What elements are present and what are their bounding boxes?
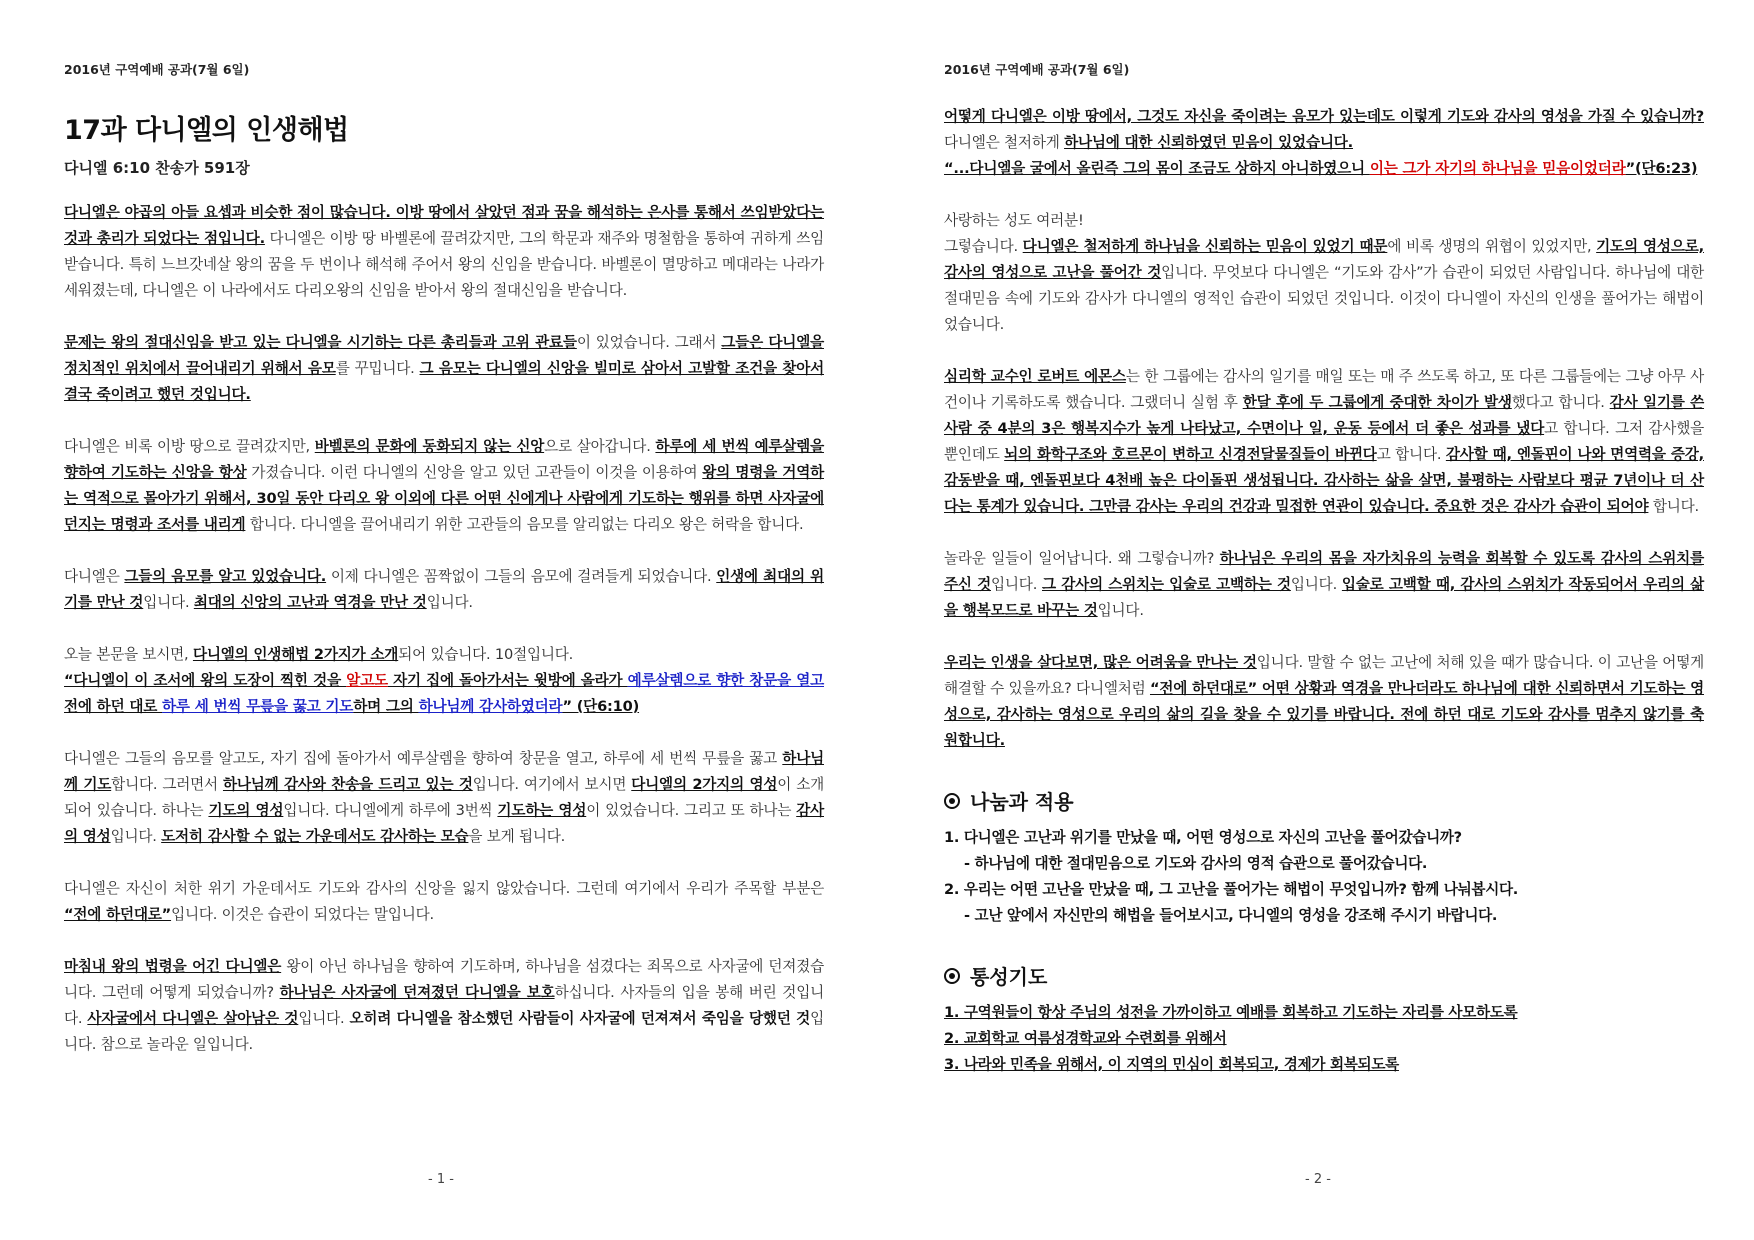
scripture-reference: ” (단6:10) [562,698,640,715]
emphasis: 하루에 세 번씩 예루살렘을 향하여 기도하는 신앙을 항상 [64,438,824,481]
emphasis: 왕의 명령을 거역하는 역적으로 몰아가기 위해서, 30일 동안 다리오 왕 이외에 다른 어떤 신에게나 사람에게 기도하는 행위를 하면 사자굴에 던지는 명령과 조서를 내리게 [64,464,824,533]
lesson-subtitle: 다니엘 6:10 찬송가 591장 [64,159,250,177]
emphasis: 하나님은 우리의 몸을 자가치유의 능력을 회복할 수 있도록 감사의 스위치를 주신 것 [944,550,1704,593]
text: 놀라운 일들이 일어납니다. 왜 그렇습니까? [944,550,1220,567]
emphasis: 입술로 고백할 때, 감사의 스위치가 작동되어서 우리의 삶을 행복모드로 바꾸는 것 [944,576,1704,619]
text: 를 꾸밉니다. [335,360,420,377]
page-header: 2016년 구역예배 공과(7월 6일) [944,62,1130,77]
emphasis: 감사의 영성 [64,802,824,845]
text: 고 합니다. 그저 감사했을 뿐인데도 [944,420,1704,463]
emphasis: 도저히 감사할 수 없는 가운데서도 감사하는 모습 [161,828,469,845]
text: 입니다. [1097,602,1144,619]
emphasis: 하나님께 기도 [64,750,824,793]
emphasis: 그들은 다니엘을 정치적인 위치에서 끌어내리기 위해서 음모 [64,334,824,377]
emphasis: 문제는 왕의 절대신임을 받고 있는 다니엘을 시기하는 다른 총리들과 고위 관료들 [64,334,577,351]
page-2 [877,0,1754,1240]
paragraph-4 [64,564,824,616]
paragraph-5 [944,650,1704,754]
circle-bullet-icon [944,793,960,809]
text: 입니다. [110,828,162,845]
emphasis: 인생에 최대의 위기를 만난 것 [64,568,825,611]
text: 다니엘은 그들의 음모를 알고도, 자기 집에 돌아가서 예루살렘을 향하여 창문을 열고, 하루에 세 번씩 무릎을 꿇고 [64,750,783,767]
text: 을 보게 됩니다. [468,828,566,845]
sharing-heading [944,786,1704,815]
emphasis: 심리학 교수인 로버트 에몬스 [944,368,1126,385]
page-number: - 2 - [1305,1172,1331,1187]
emphasis: 그들의 음모를 알고 있었습니다. [124,568,327,585]
prayer-item-3: 3. 나라와 민족을 위해서, 이 지역의 민심이 회복되고, 경제가 회복되도록 [944,1056,1399,1073]
paragraph-3 [944,364,1704,520]
scripture-quote: 하며 그의 [353,698,419,715]
scripture-reference: ”(단6:23) [1625,160,1698,177]
text: 이제 다니엘은 꼼짝없이 그들의 음모에 걸려들게 되었습니다. [326,568,717,585]
emphasis: 감사할 때, 엔돌핀이 나와 면역력을 증강, 감동받을 때, 엔돌핀보다 4천배 높은 다이돌핀 생성됩니다. 감사하는 삶을 살면, 불평하는 사람보다 평균 7년이나 더 산다는 통계가 있습니다. 그만큼 감사는 우리의 건강과 밀접한 연관이 있습니다. 중요한 것은 감사가 습관이 되어야 [944,446,1704,515]
emphasis: 다니엘의 2가지의 영성 [631,776,778,793]
emphasis: 바벨론의 문화에 동화되지 않는 신앙 [314,438,545,455]
page-2-content [944,104,1704,1078]
circle-bullet-icon [944,968,960,984]
emphasis: 기도하는 영성 [497,802,587,819]
paragraph-2 [944,208,1704,338]
paragraph-8 [64,954,824,1058]
sharing-heading-text: 나눔과 적용 [970,790,1074,814]
text: 이 소개되어 있습니다. 하나는 [64,776,824,819]
paragraph-2 [64,330,824,408]
text: 입니다. [991,576,1042,593]
prayer-heading-text: 통성기도 [970,965,1048,989]
scripture-quote: 전에 하던 대로 [64,698,163,715]
paragraph-5 [64,642,824,720]
scripture-highlight-blue: 예루살렘으로 향한 창문을 열고 [627,672,824,689]
text: 합니다. [1648,498,1699,515]
text: 는 한 그룹에는 감사의 일기를 매일 또는 매 주 쓰도록 하고, 또 다른 그룹들에는 그냥 아무 사건이나 기록하도록 했습니다. 그랬더니 실험 후 [944,368,1704,411]
emphasis: 사자굴에서 다니엘은 살아남은 것 [87,1010,299,1027]
text: 오늘 본문을 보시면, [64,646,193,663]
text: 입니다. 이것은 습관이 되었다는 말입니다. [171,906,434,923]
emphasis: 감사 일기를 쓴 사람 중 4분의 3은 행복지수가 높게 나타났고, 수면이나 일, 운동 등에서 더 좋은 성과를 냈다 [944,394,1705,437]
emphasis: 기도의 영성 [208,802,284,819]
text: 이 있었습니다. 그래서 [576,334,722,351]
text: 다니엘은 철저하게 [944,134,1065,151]
emphasis: 하나님은 사자굴에 던져졌던 다니엘을 보호 [279,984,555,1001]
answer-1: - 하나님에 대한 절대믿음으로 기도와 감사의 영적 습관으로 풀어갔습니다. [964,855,1428,872]
prayer-item-1: 1. 구역원들이 항상 주님의 성전을 가까이하고 예배를 회복하고 기도하는 자리를 사모하도록 [944,1004,1518,1021]
text: 입니다. 말할 수 없는 고난에 처해 있을 때가 많습니다. 이 고난을 어떻게 해결할 수 있을까요? 다니엘처럼 [944,654,1704,697]
emphasis: 우리는 인생을 살다보면, 많은 어려움을 만나는 것 [944,654,1257,671]
emphasis: 뇌의 화학구조와 호르몬이 변하고 신경전달물질들이 바뀐다 [1004,446,1377,463]
page-header: 2016년 구역예배 공과(7월 6일) [64,62,250,77]
text: 하십니다. 사자들의 입을 봉해 버린 것입니다. [64,984,824,1027]
paragraph-1 [64,200,824,304]
text: 그렇습니다. [944,238,1023,255]
text: 이 있었습니다. 그리고 또 하나는 [586,802,797,819]
emphasis: 다니엘의 인생해법 2가지가 소개 [192,646,399,663]
paragraph-3 [64,434,824,538]
page-1-content [64,108,824,1058]
prayer-item-2: 2. 교회학교 여름성경학교와 수련회를 위해서 [944,1030,1227,1047]
lesson-title: 17과 다니엘의 인생해법 [64,115,349,146]
scripture-highlight-blue: 하나님께 감사하였더라 [418,698,563,715]
page-number: - 1 - [428,1172,454,1187]
text: 입니다. 참으로 놀라운 일입니다. [64,1010,824,1053]
bold-text: 오히려 다니엘을 참소했던 사람들이 사자굴에 던져져서 죽임을 당했던 것 [349,1010,811,1027]
paragraph-4 [944,546,1704,624]
text: 입니다. [298,1010,350,1027]
paragraph-1 [944,104,1704,182]
emphasis: 그 음모는 다니엘의 신앙을 빌미로 삼아서 고발할 조건을 찾아서 결국 죽이려고 했던 것입니다. [64,360,824,403]
text: 입니다. 다니엘에게 하루에 3번씩 [283,802,498,819]
paragraph-6 [64,746,824,850]
scripture-highlight-blue: 하루 세 번씩 무릎을 꿇고 기도 [162,698,354,715]
paragraph-7 [64,876,824,928]
question-1: 1. 다니엘은 고난과 위기를 만났을 때, 어떤 영성으로 자신의 고난을 풀어갔습니까? [944,829,1462,846]
emphasis: 어떻게 다니엘은 이방 땅에서, 그것도 자신을 죽이려는 음모가 있는데도 이렇게 기도와 감사의 영성을 가질 수 있습니까? [944,108,1704,125]
text: 합니다. 그러면서 [111,776,223,793]
text: 입니다. 여기에서 보시면 [472,776,632,793]
scripture-quote: “...다니엘을 굴에서 올린즉 그의 몸이 조금도 상하지 아니하였으니 [944,160,1370,177]
text: 되어 있습니다. 10절입니다. [398,646,574,663]
emphasis: 최대의 신앙의 고난과 역경을 만난 것 [193,594,427,611]
text: 합니다. 다니엘을 끌어내리기 위한 고관들의 음모를 알리없는 다리오 왕은 허락을 합니다. [245,516,804,533]
text: 고 합니다. [1376,446,1446,463]
emphasis: 다니엘은 철저하게 하나님을 신뢰하는 믿음이 있었기 때문 [1022,238,1388,255]
answer-2: - 고난 앞에서 자신만의 해법을 들어보시고, 다니엘의 영성을 강조해 주시기 바랍니다. [964,907,1498,924]
text: 입니다. [143,594,194,611]
text: 했다고 합니다. [1511,394,1610,411]
emphasis: 기도의 영성으로, 감사의 영성으로 고난을 풀어간 것 [944,238,1704,281]
emphasis: 하나님께 감사와 찬송을 드리고 있는 것 [222,776,473,793]
emphasis: 다니엘은 야곱의 아들 요셉과 비슷한 점이 많습니다. 이방 땅에서 살았던 점과 꿈을 해석하는 은사를 통해서 쓰임받았다는 것과 총리가 되었다는 점입니다. [64,204,824,247]
emphasis: 한달 후에 두 그룹에게 중대한 차이가 발생 [1242,394,1512,411]
emphasis: 하나님에 대한 신뢰하였던 믿음이 있었습니다. [1064,134,1353,151]
greeting: 사랑하는 성도 여러분! [944,212,1084,229]
scripture-quote: 자기 집에 돌아가서는 윗방에 올라가 [387,672,628,689]
text: 다니엘은 이방 땅 바벨론에 끌려갔지만, 그의 학문과 재주와 명철함을 통하여 귀하게 쓰임받습니다. 특히 느브갓네살 왕의 꿈을 두 번이나 해석해 주어서 왕의 신임을 받습니다. 바벨론이 멸망하고 메대라는 나라가 세워졌는데, 다니엘은 이 나라에서도 다리오왕의 신임을 받아서 왕의 절대신임을 받습니다. [64,230,824,299]
emphasis: “전에 하던대로” 어떤 상황과 역경을 만나더라도 하나님에 대한 신뢰하면서 기도하는 영성으로, 감사하는 영성으로 우리의 삶의 길을 찾을 수 있기를 바랍니다. 전에 하던 대로 기도와 감사를 멈추지 않기를 축원합니다. [944,680,1704,749]
scripture-highlight-red: 알고도 [346,672,388,689]
text: 가졌습니다. 이런 다니엘의 신앙을 알고 있던 고관들이 이것을 이용하여 [246,464,703,481]
text: 에 비록 생명의 위협이 있었지만, [1387,238,1597,255]
scripture-quote: “다니엘이 이 조서에 왕의 도장이 찍힌 것을 [64,672,347,689]
text: 입니다. 무엇보다 다니엘은 “기도와 감사”가 습관이 되었던 사람입니다. 하나님에 대한 절대믿음 속에 기도와 감사가 다니엘의 영적인 습관이 되었던 것입니다. 이것이 다니엘이 자신의 인생을 풀어가는 해법이었습니다. [944,264,1704,333]
scripture-highlight-red: 이는 그가 자기의 하나님을 믿음이었더라 [1369,160,1626,177]
text: 으로 살아갑니다. [544,438,656,455]
text: 입니다. [426,594,473,611]
text: 다니엘은 자신이 처한 위기 가운데서도 기도와 감사의 신앙을 잃지 않았습니다. 그런데 여기에서 우리가 주목할 부분은 [64,880,824,897]
emphasis: “전에 하던대로” [64,906,172,923]
emphasis: 마침내 왕의 법령을 어긴 다니엘은 [64,958,282,975]
emphasis: 그 감사의 스위치는 입술로 고백하는 것 [1042,576,1291,593]
text: 입니다. [1290,576,1342,593]
text: 왕이 아닌 하나님을 향하여 기도하며, 하나님을 섬겼다는 죄목으로 사자굴에 던져졌습니다. 그런데 어떻게 되었습니까? [64,958,824,1001]
text: 다니엘은 [64,568,125,585]
question-2: 2. 우리는 어떤 고난을 만났을 때, 그 고난을 풀어가는 해법이 무엇입니까? 함께 나눠봅시다. [944,881,1519,898]
prayer-heading [944,961,1704,990]
text: 다니엘은 비록 이방 땅으로 끌려갔지만, [64,438,315,455]
